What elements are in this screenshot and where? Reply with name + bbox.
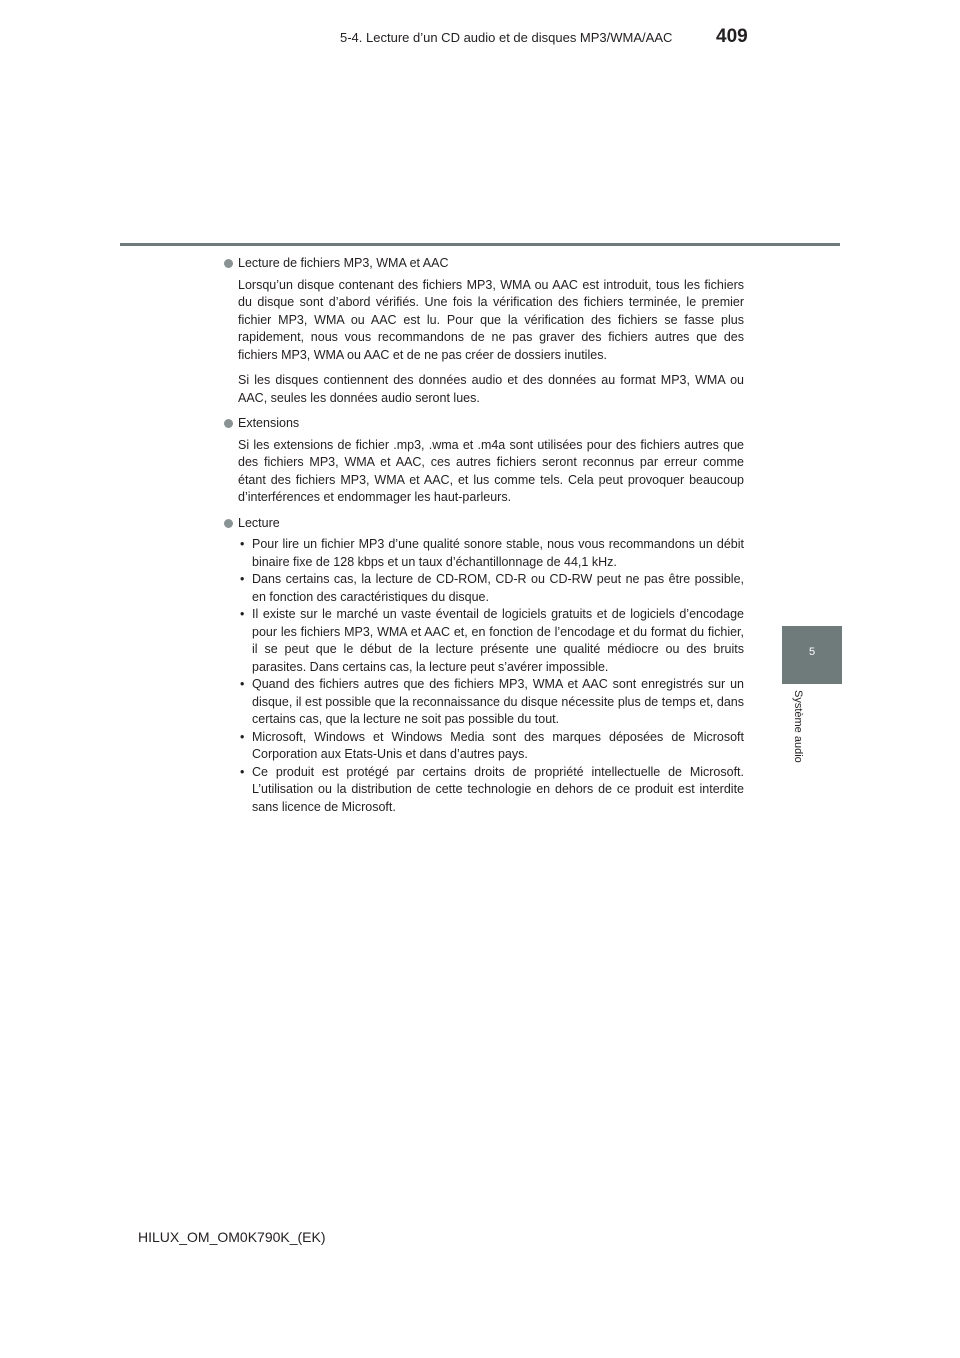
paragraph: Si les disques contiennent des données audio et des données au format MP3, WMA ou AAC, seules les données audio seront lues. (238, 373, 744, 405)
section-heading-text: Lecture (238, 515, 280, 530)
lecture-list (238, 536, 744, 816)
section-lecture (224, 515, 744, 817)
list-item (238, 536, 744, 571)
header-rule (120, 243, 840, 246)
dot-bullet-icon: • (240, 729, 245, 744)
paragraph: Lorsqu’un disque contenant des fichiers MP3, WMA ou AAC est introduit, tous les fichiers du disque sont d’abord vérifiés. Une fois la vérification des fichiers terminée, le premier fichier MP3, WMA ou AAC est lu. Pour que la vérification des fichiers se fasse plus rapidement, nous vous recommandons de ne pas graver des fichiers autres que des fichiers MP3, WMA ou AAC et de ne pas créer de dossiers inutiles. (238, 277, 744, 362)
document-code: HILUX_OM_OM0K790K_(EK) (138, 1229, 326, 1245)
page-number: 409 (716, 26, 748, 47)
paragraph: Si les extensions de fichier .mp3, .wma et .m4a sont utilisées pour des fichiers autres que des fichiers MP3, WMA et AAC, ces autres fichiers seront reconnus par erreur comme étant des fichiers MP3, WMA et AAC, et lus comme tels. Cela peut provoquer beaucoup d’interférences et endommager les haut-parleurs. (238, 437, 744, 504)
list-item (238, 729, 744, 764)
page-content (224, 255, 744, 822)
list-item-text: Il existe sur le marché un vaste éventail de logiciels gratuits et de logiciels d’encodage pour les fichiers MP3, WMA et AAC et, en fonction de l’encodage et du format du fichier, il se peut que le début de la lecture présente une qualité médiocre ou des bruits parasites. Dans certains cas, la lecture peut s’avérer impossible. (252, 607, 744, 674)
section-heading (224, 255, 744, 273)
dot-bullet-icon: • (240, 677, 245, 691)
section-heading-text: Extensions (238, 416, 300, 430)
dot-bullet-icon: • (240, 764, 245, 779)
chapter-tab (782, 626, 842, 684)
chapter-tab-number: 5 (808, 646, 816, 658)
list-item-text: Microsoft, Windows et Windows Media sont des marques déposées de Microsoft Corporation aux Etats-Unis et dans d’autres pays. (252, 729, 744, 761)
list-item (238, 676, 744, 729)
list-item (238, 606, 744, 676)
header-section-title: 5-4. Lecture d’un CD audio et de disques MP3/WMA/AAC (340, 30, 673, 45)
list-item-text: Quand des fichiers autres que des fichiers MP3, WMA et AAC sont enregistrés sur un disque, il est possible que la reconnaissance du disque nécessite plus de temps et, dans certains cas, que la lecture ne soit pas possible du tout. (252, 677, 744, 726)
section-heading (224, 515, 744, 533)
chapter-tab-label: Système audio (792, 690, 804, 763)
list-item-text: Pour lire un fichier MP3 d’une qualité sonore stable, nous vous recommandons un débit binaire fixe de 128 kbps et un taux d’échantillonnage de 44,1 kHz. (252, 537, 744, 569)
section-heading (224, 415, 744, 433)
section-heading-text: Lecture de fichiers MP3, WMA et AAC (238, 256, 449, 270)
dot-bullet-icon: • (240, 572, 245, 586)
circle-bullet-icon (224, 419, 233, 428)
section-extensions (224, 415, 744, 507)
section-mp3-wma-aac (224, 255, 744, 407)
dot-bullet-icon: • (240, 537, 245, 551)
list-item-text: Dans certains cas, la lecture de CD-ROM, CD-R ou CD-RW peut ne pas être possible, en fonction des caractéristiques du disque. (252, 572, 744, 604)
dot-bullet-icon: • (240, 607, 245, 621)
list-item (238, 764, 744, 817)
list-item (238, 571, 744, 606)
list-item-text: Ce produit est protégé par certains droits de propriété intellectuelle de Microsoft. L’utilisation ou la distribution de cette technologie en dehors de ce produit est interdite sans licence de Microsoft. (252, 764, 744, 814)
circle-bullet-icon (224, 519, 233, 528)
circle-bullet-icon (224, 259, 233, 268)
